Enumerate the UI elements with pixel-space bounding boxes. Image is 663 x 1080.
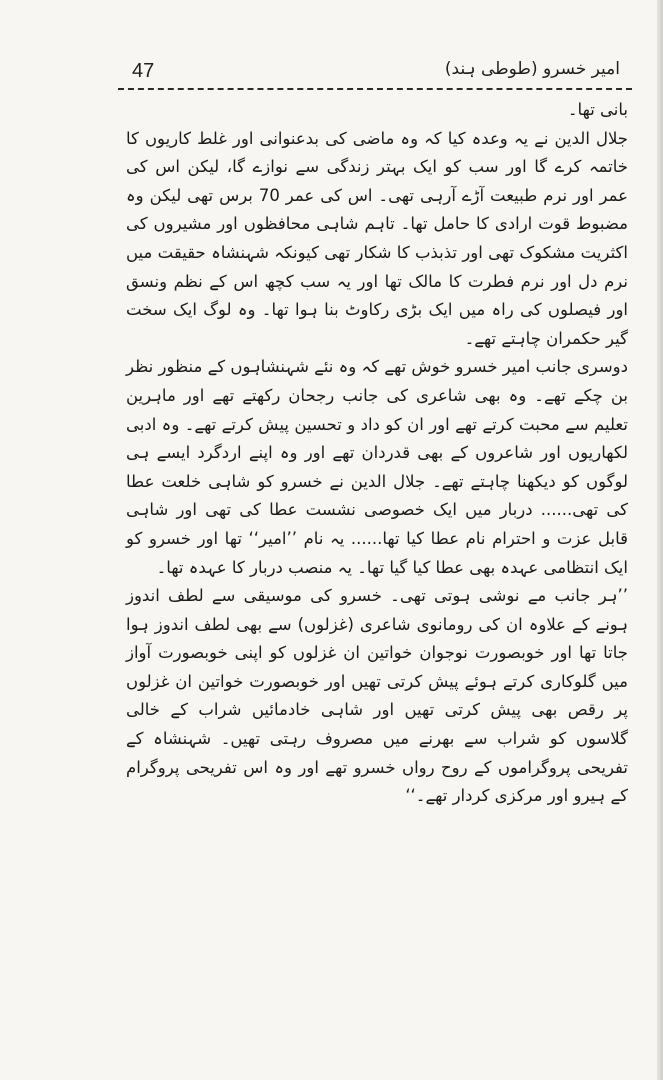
paragraph-jalaluddin-promise: جلال الدین نے یہ وعدہ کیا کہ وہ ماضی کی بدعنوانی اور غلط کاریوں کا خاتمہ کرے گا اور سب کو ایک بہتر زندگی سے نوازے گا، لیکن اس کی عمر اور نرم طبیعت آڑے آرہی تھی۔ اس کی عمر 70 برس تھی لیکن وہ مضبوط قوت ارادی کا حامل تھا۔ تاہم شاہی محافظوں اور مشیروں کی اکثریت مشکوک تھی اور تذبذب کا شکار تھی کیونکہ شہنشاہ حقیقت میں نرم دل اور نرم فطرت کا مالک تھا اور یہ سب کچھ اس کے نظم ونسق اور فیصلوں کی راہ میں ایک بڑی رکاوٹ بنا ہوا تھا۔ وہ لوگ ایک سخت گیر حکمران چاہتے تھے۔ (126, 128, 628, 348)
body-text (126, 96, 628, 811)
page-edge-shadow (657, 0, 663, 1080)
page-header (118, 58, 626, 88)
header-divider (118, 88, 632, 90)
running-title: امیر خسرو (طوطی ہند) (444, 59, 620, 79)
page-number: 47 (132, 60, 155, 82)
paragraph-court-festivities-quote: ’’ہر جانب مے نوشی ہوتی تھی۔ خسرو کی موسیقی سے لطف اندوز ہونے کے علاوہ ان کی رومانوی شاعری (غزلوں) سے بھی لطف اندوز ہوا جاتا تھا اور خوبصورت نوجوان خواتین ان غزلوں کو اپنی خوبصورت آواز میں گلوکاری کرتے ہوئے پیش کرتی تھیں اور خوبصورت خواتین ان غزلوں پر رقص بھی پیش کرتی تھیں اور شاہی خادمائیں شراب کے خالی گلاسوں کو شراب سے بھرنے میں مصروف رہتی تھیں۔ شہنشاہ کے تفریحی پروگراموں کے روح رواں خسرو تھے اور وہ اس تفریحی پروگرام کے ہیرو اور مرکزی کردار تھے۔‘‘ (126, 586, 628, 806)
paragraph-continuation: بانی تھا۔ (567, 100, 628, 119)
paragraph-amir-khusro-favour: دوسری جانب امیر خسرو خوش تھے کہ وہ نئے شہنشاہوں کے منظور نظر بن چکے تھے۔ وہ بھی شاعری کی جانب رجحان رکھتے تھے اور ماہرین تعلیم سے محبت کرتے تھے اور ان کو داد و تحسین پیش کرتے تھے۔ وہ ادبی لکھاریوں اور شاعروں کے بھی قدردان تھے اور وہ اپنے اردگرد ایسے ہی لوگوں کو دیکھنا چاہتے تھے۔ جلال الدین نے خسرو کو شاہی خلعت عطا کی تھی...... دربار میں ایک خصوصی نشست عطا کی تھی اور شاہی قابل عزت و احترام نام عطا کیا تھا...... یہ نام ’’امیر‘‘ تھا اور خسرو کو ایک انتظامی عہدہ بھی عطا کیا گیا تھا۔ یہ منصب دربار کا عہدہ تھا۔ (126, 357, 628, 577)
